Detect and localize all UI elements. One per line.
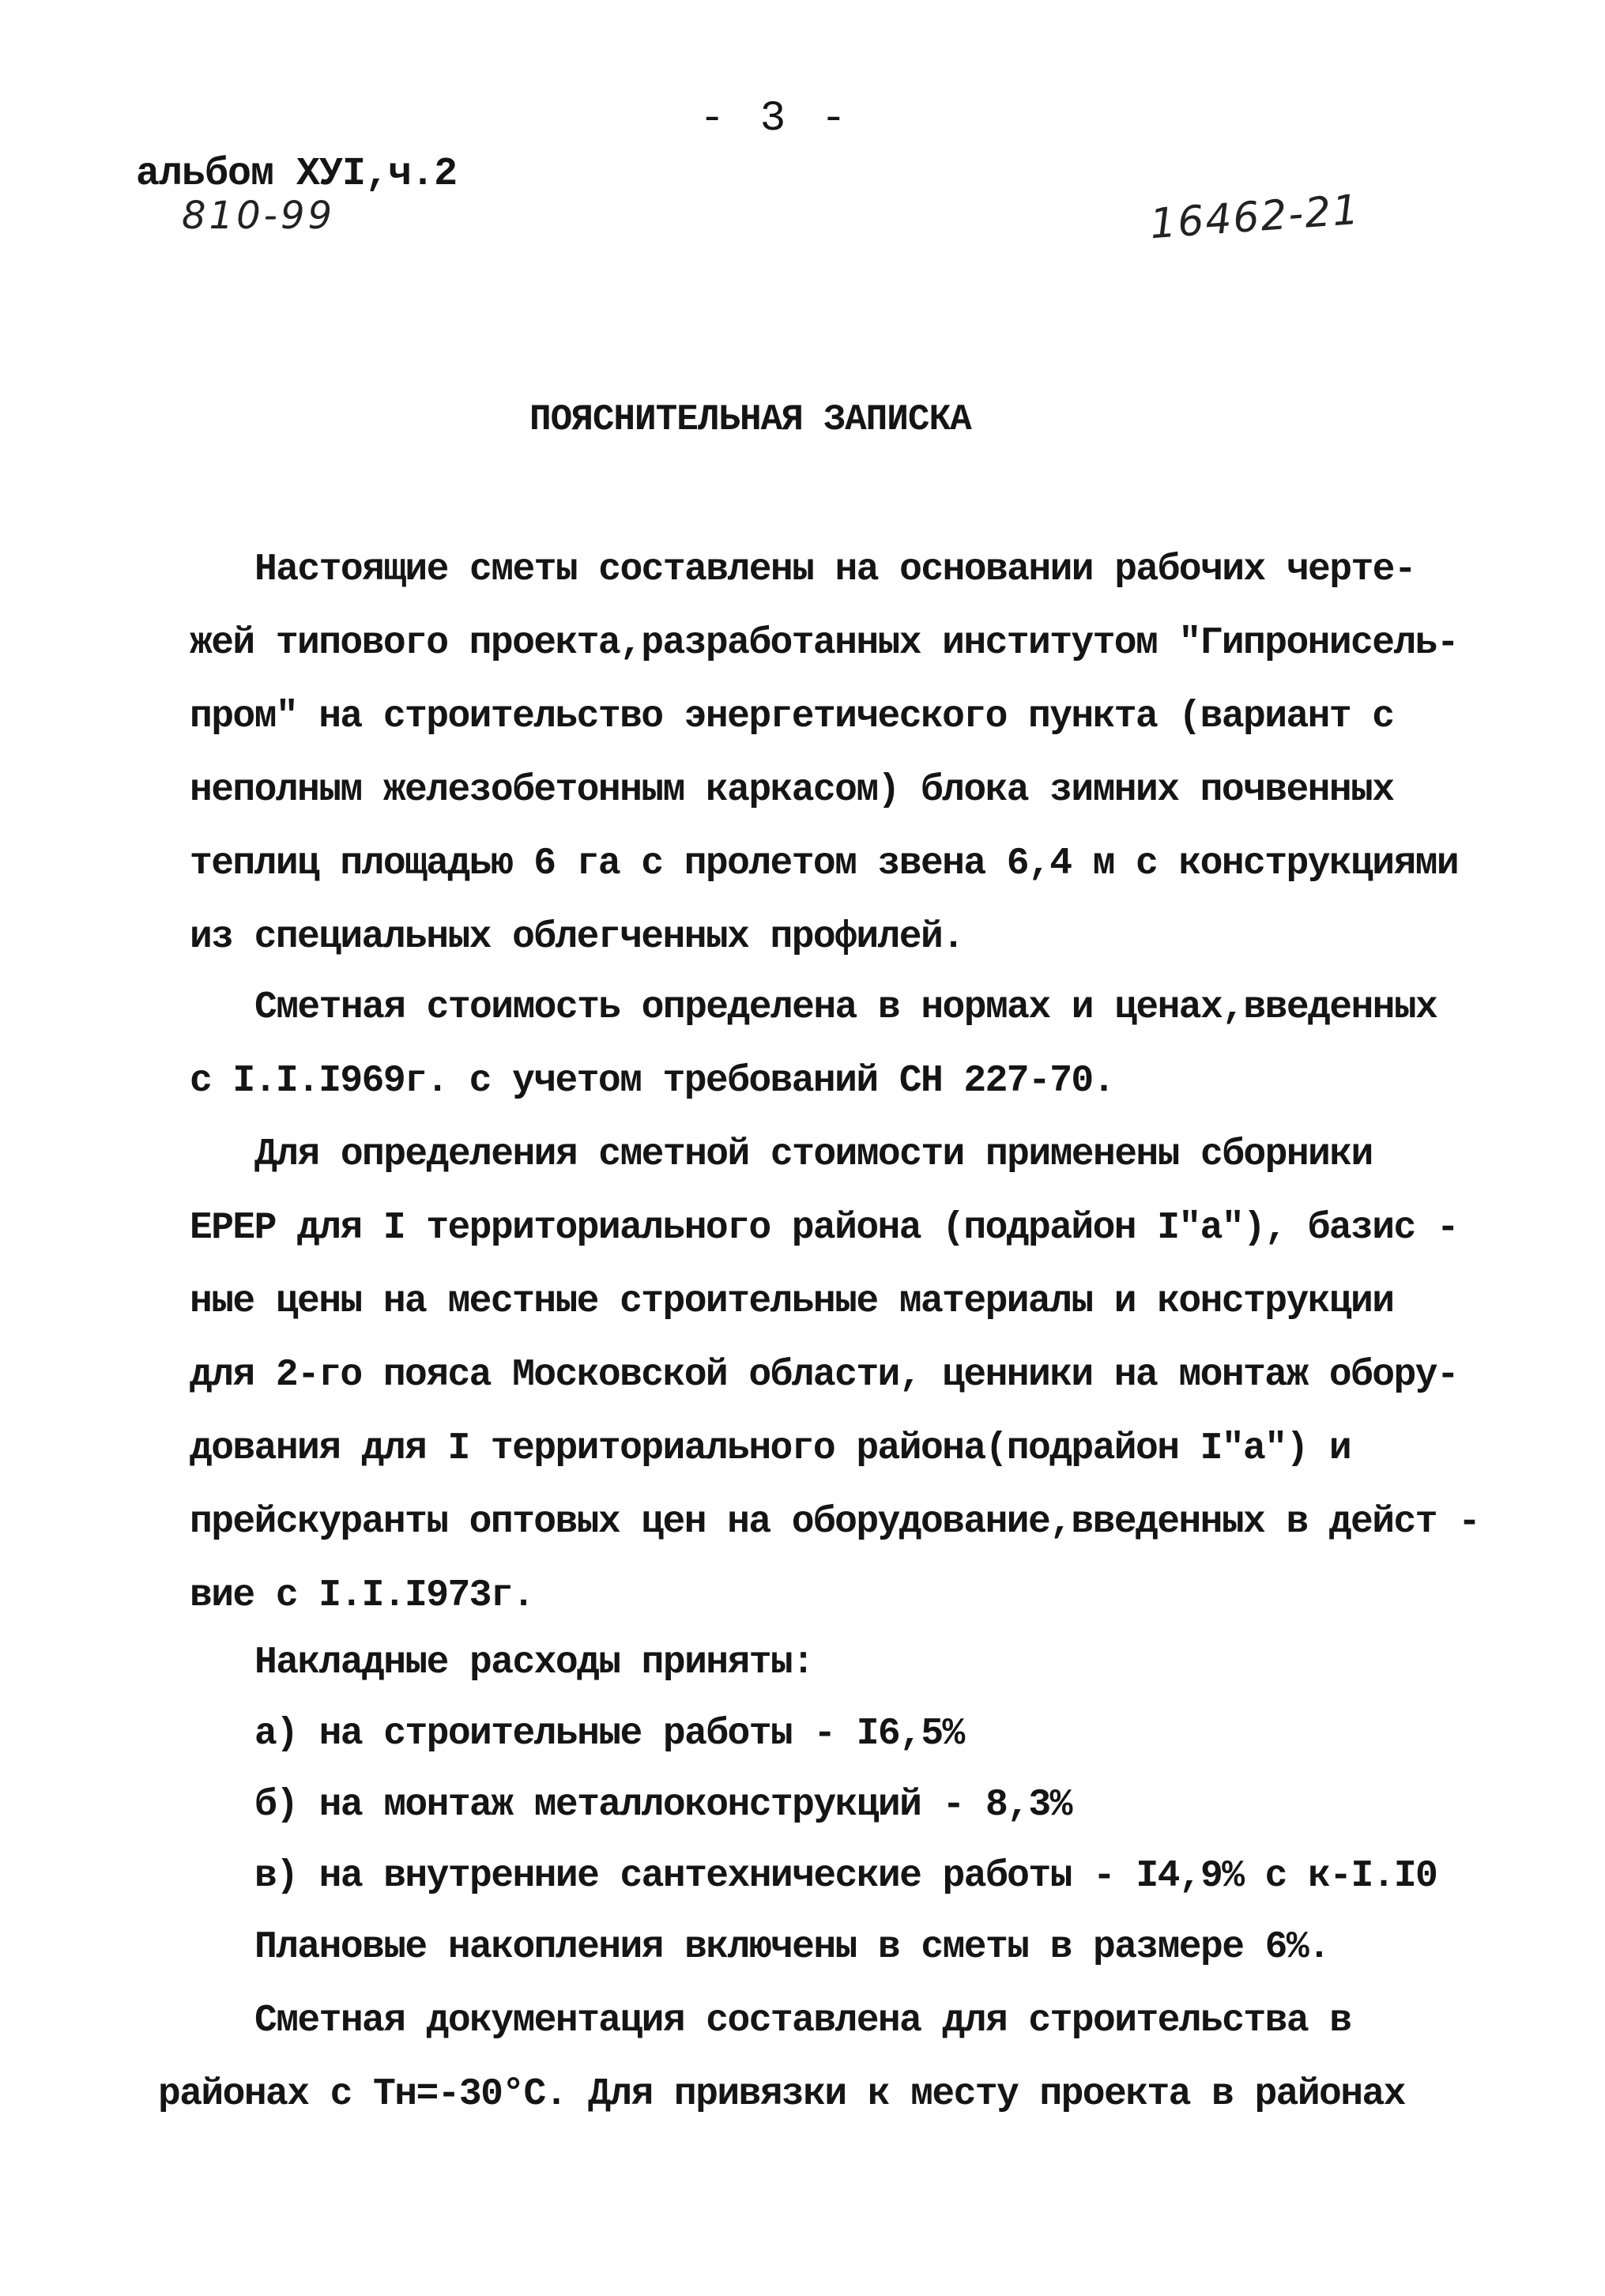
text-line-21: Сметная документация составлена для строительства в — [254, 2000, 1351, 2042]
page-number: - 3 - — [699, 95, 852, 143]
text-line-15: вие с I.I.I973г. — [190, 1574, 534, 1617]
text-line-9: Для определения сметной стоимости применены сборники — [254, 1133, 1373, 1176]
text-line-6: из специальных облегченных профилей. — [190, 916, 964, 959]
text-line-8: с I.I.I969г. с учетом требований СН 227-70. — [190, 1060, 1114, 1103]
text-line-2: жей типового проекта,разработанных институтом "Гипронисель- — [190, 622, 1459, 665]
text-line-14: прейскуранты оптовых цен на оборудование,введенных в дейст - — [190, 1501, 1480, 1544]
text-line-16: Накладные расходы приняты: — [254, 1642, 814, 1684]
text-line-1: Настоящие сметы составлены на основании рабочих черте- — [254, 549, 1416, 591]
document-title: ПОЯСНИТЕЛЬНАЯ ЗАПИСКА — [529, 399, 971, 440]
text-line-18: б) на монтаж металлоконструкций - 8,3% — [254, 1784, 1072, 1827]
text-line-5: теплиц площадью 6 га с пролетом звена 6,4 м с конструкциями — [190, 843, 1459, 885]
album-reference: альбом ХУI,ч.2 — [136, 152, 458, 197]
handwritten-code-right: 16462-21 — [1148, 186, 1362, 249]
text-line-13: дования для I территориального района(подрайон I"а") и — [190, 1427, 1351, 1470]
text-line-19: в) на внутренние сантехнические работы - I4,9% с к-I.I0 — [254, 1855, 1437, 1898]
text-line-12: для 2-го пояса Московской области, ценники на монтаж обору- — [190, 1354, 1459, 1397]
text-line-22: районах с Тн=-30°С. Для привязки к месту проекта в районах — [158, 2073, 1405, 2116]
handwritten-code-left: 810-99 — [182, 194, 336, 238]
text-line-10: ЕРЕР для I территориального района (подрайон I"а"), базис - — [190, 1207, 1459, 1250]
text-line-11: ные цены на местные строительные материалы и конструкции — [190, 1280, 1394, 1323]
text-line-17: а) на строительные работы - I6,5% — [254, 1713, 964, 1755]
text-line-7: Сметная стоимость определена в нормах и ценах,введенных — [254, 986, 1437, 1029]
text-line-3: пром" на строительство энергетического пункта (вариант с — [190, 696, 1394, 738]
text-line-4: неполным железобетонным каркасом) блока зимних почвенных — [190, 769, 1394, 812]
text-line-20: Плановые накопления включены в сметы в размере 6%. — [254, 1926, 1330, 1969]
